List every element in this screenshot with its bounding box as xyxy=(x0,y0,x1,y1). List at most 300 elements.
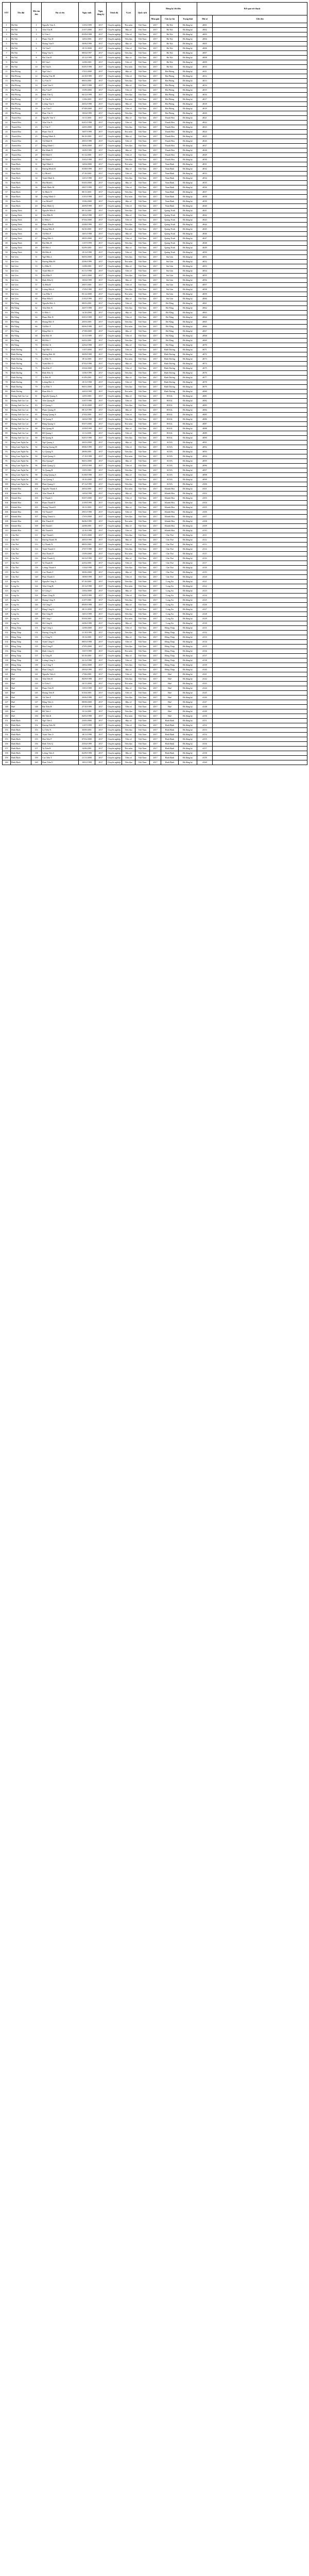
cell-status: Đã đăng ký xyxy=(179,260,197,264)
cell-nationality: Việt Nam xyxy=(135,635,150,640)
table-row xyxy=(3,580,307,584)
cell-note xyxy=(213,334,307,338)
cell-position: Tiền đạo xyxy=(122,255,135,260)
cell-team: Đà Nẵng xyxy=(11,329,31,334)
cell-nationality: Việt Nam xyxy=(135,450,150,454)
cell-name: Trần Văn B xyxy=(42,28,79,32)
cell-club: Thanh Hóa xyxy=(161,158,179,162)
cell-status: Đã đăng ký xyxy=(179,199,197,204)
cell-nationality: Việt Nam xyxy=(135,529,150,533)
cell-note xyxy=(213,223,307,227)
cell-reg-date: 2017 xyxy=(95,529,107,533)
table-row xyxy=(3,575,307,580)
cell-result-code: #072 xyxy=(197,352,213,357)
cell-club: Hà Nội xyxy=(161,28,179,32)
cell-result-code: #158 xyxy=(197,751,213,756)
cell-status: Đã đăng ký xyxy=(179,227,197,232)
cell-result-code: #153 xyxy=(197,728,213,733)
cell-club: Sài Gòn xyxy=(161,260,179,264)
cell-note xyxy=(213,37,307,42)
cell-code: 141 xyxy=(31,672,42,677)
cell-season: 2017 xyxy=(150,97,161,102)
cell-note xyxy=(213,79,307,83)
cell-result-code: #142 xyxy=(197,677,213,682)
cell-name: Cao Tiến T xyxy=(42,756,79,760)
cell-season: 2017 xyxy=(150,427,161,431)
cell-club: Thanh Hóa xyxy=(161,153,179,158)
cell-dob: 25/04/2000 xyxy=(79,366,95,371)
cell-name: Phan Tiến U xyxy=(42,760,79,765)
cell-name: Lê Công C xyxy=(42,589,79,594)
header-team: Tên đội xyxy=(11,3,31,23)
cell-position: Tiền vệ xyxy=(122,60,135,65)
cell-team: Đồng Tháp xyxy=(11,668,31,672)
cell-name: Lê Đức C xyxy=(42,311,79,315)
cell-season: 2017 xyxy=(150,93,161,97)
cell-code: 149 xyxy=(31,709,42,714)
cell-dob: 11/03/1999 xyxy=(79,23,95,28)
cell-status: Đã đăng ký xyxy=(179,311,197,315)
cell-club: Hà Nội xyxy=(161,51,179,56)
cell-nationality: Việt Nam xyxy=(135,250,150,255)
cell-stt: 33 xyxy=(3,172,11,176)
cell-status: Đã đăng ký xyxy=(179,459,197,464)
cell-stt: 79 xyxy=(3,385,11,389)
cell-nationality: Việt Nam xyxy=(135,654,150,658)
cell-position: Tiền vệ xyxy=(122,348,135,352)
cell-result-code: #086 xyxy=(197,417,213,422)
table-row xyxy=(3,93,307,97)
cell-dob: 03/05/2000 xyxy=(79,181,95,185)
cell-code: 27 xyxy=(31,144,42,148)
cell-position: Tiền đạo xyxy=(122,320,135,325)
cell-result-code: #132 xyxy=(197,631,213,635)
cell-team: Hoàng Anh Gia Lai xyxy=(11,417,31,422)
cell-season: 2017 xyxy=(150,23,161,28)
cell-result-code: #001 xyxy=(197,23,213,28)
cell-position: Tiền vệ xyxy=(122,575,135,580)
cell-result-code: #017 xyxy=(197,97,213,102)
cell-stt: 107 xyxy=(3,515,11,519)
cell-code: 88 xyxy=(31,427,42,431)
cell-position: Tiền đạo xyxy=(122,547,135,552)
cell-status: Đã đăng ký xyxy=(179,255,197,260)
cell-position: Tiền vệ xyxy=(122,46,135,51)
table-row xyxy=(3,621,307,626)
cell-name: Đinh Công Q xyxy=(42,649,79,654)
cell-position: Tiền vệ xyxy=(122,737,135,742)
cell-season: 2017 xyxy=(150,589,161,594)
table-row xyxy=(3,121,307,125)
table-row xyxy=(3,389,307,394)
cell-code: 48 xyxy=(31,241,42,246)
cell-note xyxy=(213,408,307,413)
cell-stt: 11 xyxy=(3,70,11,74)
cell-club: Quảng Ninh xyxy=(161,223,179,227)
cell-level: Chuyên nghiệp xyxy=(107,686,122,691)
cell-stt: 135 xyxy=(3,645,11,649)
cell-name: Tạ Công R xyxy=(42,654,79,658)
cell-season: 2017 xyxy=(150,529,161,533)
cell-note xyxy=(213,260,307,264)
cell-team: Bình Dương xyxy=(11,385,31,389)
cell-reg-date: 2017 xyxy=(95,700,107,705)
cell-team: Thanh Hóa xyxy=(11,139,31,144)
cell-dob: 07/12/1999 xyxy=(79,482,95,487)
cell-nationality: Việt Nam xyxy=(135,468,150,473)
cell-club: Bình Dương xyxy=(161,366,179,371)
cell-reg-date: 2017 xyxy=(95,325,107,329)
cell-reg-date: 2017 xyxy=(95,756,107,760)
cell-club: Bình Định xyxy=(161,760,179,765)
cell-note xyxy=(213,394,307,399)
cell-position: Tiền đạo xyxy=(122,176,135,181)
cell-team: Thanh Hóa xyxy=(11,116,31,121)
cell-name: Đinh Minh M xyxy=(42,185,79,190)
cell-club: Đồng Tháp xyxy=(161,631,179,635)
cell-name: Hoàng Đức E xyxy=(42,320,79,325)
cell-status: Đã đăng ký xyxy=(179,134,197,139)
cell-position: Tiền đạo xyxy=(122,580,135,584)
cell-result-code: #141 xyxy=(197,672,213,677)
cell-result-code: #048 xyxy=(197,241,213,246)
cell-name: Trịnh Hữu O xyxy=(42,269,79,274)
table-row xyxy=(3,116,307,121)
cell-code: 134 xyxy=(31,640,42,645)
cell-note xyxy=(213,338,307,343)
cell-result-code: #081 xyxy=(197,394,213,399)
cell-club: Hà Nội xyxy=(161,32,179,37)
cell-name: Đặng Công G xyxy=(42,607,79,612)
cell-status: Đã đăng ký xyxy=(179,598,197,603)
cell-dob: 02/01/1998 xyxy=(79,121,95,125)
table-row xyxy=(3,598,307,603)
cell-status: Đã đăng ký xyxy=(179,264,197,269)
cell-team: Khánh Hòa xyxy=(11,492,31,496)
cell-result-code: #035 xyxy=(197,181,213,185)
cell-name: Phạm Công D xyxy=(42,594,79,598)
cell-reg-date: 2017 xyxy=(95,283,107,287)
cell-code: 54 xyxy=(31,269,42,274)
cell-nationality: Việt Nam xyxy=(135,97,150,102)
cell-reg-date: 2017 xyxy=(95,672,107,677)
cell-name: Lê Hữu C xyxy=(42,218,79,223)
cell-club: Bình Dương xyxy=(161,371,179,376)
cell-dob: 07/10/2001 xyxy=(79,580,95,584)
cell-team: Cần Thơ xyxy=(11,556,31,561)
cell-position: Tiền đạo xyxy=(122,371,135,376)
cell-reg-date: 2017 xyxy=(95,482,107,487)
cell-reg-date: 2017 xyxy=(95,450,107,454)
cell-name: Đỗ Minh E xyxy=(42,153,79,158)
cell-code: 21 xyxy=(31,116,42,121)
cell-club: SLNA xyxy=(161,468,179,473)
cell-team: Sài Gòn xyxy=(11,283,31,287)
cell-reg-date: 2017 xyxy=(95,515,107,519)
cell-status: Đã đăng ký xyxy=(179,756,197,760)
cell-dob: 13/01/1999 xyxy=(79,686,95,691)
header-club: Câu lạc bộ xyxy=(161,15,179,23)
cell-level: Chuyên nghiệp xyxy=(107,612,122,617)
table-row xyxy=(3,343,307,348)
cell-result-code: #156 xyxy=(197,742,213,747)
cell-name: Nguyễn Hữu A xyxy=(42,209,79,213)
cell-level: Chuyên nghiệp xyxy=(107,181,122,185)
cell-note xyxy=(213,399,307,403)
cell-club: Huế xyxy=(161,691,179,696)
cell-team: Sài Gòn xyxy=(11,255,31,260)
cell-team: Sài Gòn xyxy=(11,269,31,274)
cell-name: Nguyễn Công A xyxy=(42,580,79,584)
cell-club: SLNA xyxy=(161,445,179,450)
cell-note xyxy=(213,603,307,607)
cell-note xyxy=(213,737,307,742)
cell-status: Đã đăng ký xyxy=(179,612,197,617)
cell-season: 2017 xyxy=(150,278,161,283)
cell-name: Cao Thanh T xyxy=(42,570,79,575)
cell-status: Đã đăng ký xyxy=(179,74,197,79)
cell-code: 90 xyxy=(31,436,42,440)
cell-dob: 27/07/1998 xyxy=(79,547,95,552)
cell-level: Chuyên nghiệp xyxy=(107,204,122,209)
cell-code: 73 xyxy=(31,357,42,362)
cell-stt: 64 xyxy=(3,315,11,320)
cell-team: Long An xyxy=(11,598,31,603)
cell-season: 2017 xyxy=(150,311,161,315)
cell-result-code: #056 xyxy=(197,278,213,283)
cell-name: Tạ Tiến R xyxy=(42,747,79,751)
cell-reg-date: 2017 xyxy=(95,260,107,264)
cell-note xyxy=(213,714,307,719)
cell-status: Đã đăng ký xyxy=(179,144,197,148)
cell-stt: 110 xyxy=(3,529,11,533)
cell-nationality: Việt Nam xyxy=(135,445,150,450)
table-row xyxy=(3,269,307,274)
cell-result-code: #071 xyxy=(197,348,213,352)
cell-position: Tiền đạo xyxy=(122,209,135,213)
cell-reg-date: 2017 xyxy=(95,760,107,765)
cell-position: Tiền vệ xyxy=(122,510,135,515)
cell-result-code: #011 xyxy=(197,70,213,74)
cell-note xyxy=(213,380,307,385)
cell-name: Nguyễn Quang A xyxy=(42,394,79,399)
cell-level: Chuyên nghiệp xyxy=(107,60,122,65)
cell-dob: 30/09/1999 xyxy=(79,352,95,357)
cell-reg-date: 2017 xyxy=(95,88,107,93)
cell-team: Nam Định xyxy=(11,195,31,199)
cell-reg-date: 2017 xyxy=(95,561,107,566)
cell-result-code: #160 xyxy=(197,760,213,765)
cell-status: Đã đăng ký xyxy=(179,158,197,162)
table-row xyxy=(3,148,307,153)
cell-result-code: #023 xyxy=(197,125,213,130)
cell-reg-date: 2017 xyxy=(95,617,107,621)
table-row xyxy=(3,631,307,635)
cell-dob: 24/03/1999 xyxy=(79,389,95,394)
cell-code: 59 xyxy=(31,292,42,297)
cell-position: Tiền đạo xyxy=(122,436,135,440)
cell-code: 106 xyxy=(31,510,42,515)
cell-code: 105 xyxy=(31,505,42,510)
cell-reg-date: 2017 xyxy=(95,575,107,580)
cell-code: 156 xyxy=(31,742,42,747)
cell-status: Đã đăng ký xyxy=(179,468,197,473)
cell-reg-date: 2017 xyxy=(95,185,107,190)
cell-stt: 84 xyxy=(3,408,11,413)
cell-stt: 7 xyxy=(3,51,11,56)
cell-reg-date: 2017 xyxy=(95,556,107,561)
cell-name: Trịnh Công O xyxy=(42,640,79,645)
cell-level: Chuyên nghiệp xyxy=(107,682,122,686)
cell-club: Bình Dương xyxy=(161,385,179,389)
cell-season: 2017 xyxy=(150,338,161,343)
cell-club: HAGL xyxy=(161,403,179,408)
table-row xyxy=(3,519,307,524)
cell-position: Hậu vệ xyxy=(122,28,135,32)
cell-result-code: #055 xyxy=(197,274,213,278)
cell-name: Trịnh Minh K xyxy=(42,176,79,181)
cell-name: Trịnh Thanh O xyxy=(42,547,79,552)
cell-code: 137 xyxy=(31,654,42,658)
table-row xyxy=(3,190,307,195)
cell-season: 2017 xyxy=(150,733,161,737)
cell-status: Đã đăng ký xyxy=(179,556,197,561)
cell-position: Tiền đạo xyxy=(122,51,135,56)
cell-level: Chuyên nghiệp xyxy=(107,445,122,450)
cell-dob: 11/11/2001 xyxy=(79,431,95,436)
cell-result-code: #134 xyxy=(197,640,213,645)
cell-nationality: Việt Nam xyxy=(135,649,150,654)
cell-note xyxy=(213,246,307,250)
cell-level: Chuyên nghiệp xyxy=(107,376,122,380)
cell-stt: 76 xyxy=(3,371,11,376)
cell-level: Chuyên nghiệp xyxy=(107,130,122,134)
cell-team: Bình Dương xyxy=(11,376,31,380)
cell-status: Đã đăng ký xyxy=(179,46,197,51)
cell-season: 2017 xyxy=(150,399,161,403)
cell-name: Vũ Hữu F xyxy=(42,232,79,236)
table-row xyxy=(3,371,307,376)
cell-stt: 136 xyxy=(3,649,11,654)
cell-code: 38 xyxy=(31,195,42,199)
cell-team: Sông Lam Nghệ An xyxy=(11,445,31,450)
cell-level: Chuyên nghiệp xyxy=(107,357,122,362)
cell-status: Đã đăng ký xyxy=(179,417,197,422)
cell-position: Hậu vệ xyxy=(122,589,135,594)
cell-club: Hà Nội xyxy=(161,46,179,51)
cell-club: SLNA xyxy=(161,482,179,487)
cell-dob: 26/02/2001 xyxy=(79,487,95,492)
cell-status: Đã đăng ký xyxy=(179,464,197,468)
cell-team: Bình Dương xyxy=(11,348,31,352)
cell-result-code: #053 xyxy=(197,264,213,269)
cell-reg-date: 2017 xyxy=(95,287,107,292)
table-row xyxy=(3,552,307,556)
cell-reg-date: 2017 xyxy=(95,93,107,97)
cell-code: 126 xyxy=(31,603,42,607)
cell-code: 40 xyxy=(31,204,42,209)
cell-nationality: Việt Nam xyxy=(135,325,150,329)
cell-position: Tiền đạo xyxy=(122,450,135,454)
cell-code: 49 xyxy=(31,246,42,250)
cell-nationality: Việt Nam xyxy=(135,431,150,436)
cell-reg-date: 2017 xyxy=(95,385,107,389)
cell-team: Huế xyxy=(11,714,31,719)
cell-season: 2017 xyxy=(150,403,161,408)
cell-reg-date: 2017 xyxy=(95,607,107,612)
cell-note xyxy=(213,241,307,246)
cell-status: Đã đăng ký xyxy=(179,529,197,533)
cell-season: 2017 xyxy=(150,524,161,529)
cell-name: Phạm Văn D xyxy=(42,37,79,42)
cell-reg-date: 2017 xyxy=(95,640,107,645)
cell-result-code: #093 xyxy=(197,450,213,454)
cell-position: Hậu vệ xyxy=(122,635,135,640)
cell-position: Hậu vệ xyxy=(122,505,135,510)
table-row xyxy=(3,436,307,440)
cell-dob: 18/12/2001 xyxy=(79,357,95,362)
cell-result-code: #159 xyxy=(197,756,213,760)
cell-nationality: Việt Nam xyxy=(135,148,150,153)
cell-position: Thủ môn xyxy=(122,584,135,589)
cell-position: Hậu vệ xyxy=(122,524,135,529)
table-row xyxy=(3,297,307,301)
cell-code: 123 xyxy=(31,589,42,594)
cell-team: Hải Phòng xyxy=(11,111,31,116)
cell-result-code: #109 xyxy=(197,524,213,529)
cell-level: Chuyên nghiệp xyxy=(107,668,122,672)
cell-name: Bùi Công H xyxy=(42,612,79,617)
cell-season: 2017 xyxy=(150,83,161,88)
cell-level: Chuyên nghiệp xyxy=(107,190,122,195)
cell-reg-date: 2017 xyxy=(95,440,107,445)
cell-reg-date: 2017 xyxy=(95,134,107,139)
cell-team: Đà Nẵng xyxy=(11,343,31,348)
cell-team: Bình Dương xyxy=(11,362,31,366)
cell-nationality: Việt Nam xyxy=(135,645,150,649)
cell-reg-date: 2017 xyxy=(95,130,107,134)
cell-level: Chuyên nghiệp xyxy=(107,139,122,144)
cell-note xyxy=(213,431,307,436)
cell-reg-date: 2017 xyxy=(95,23,107,28)
table-row xyxy=(3,107,307,111)
cell-team: Đà Nẵng xyxy=(11,338,31,343)
table-row xyxy=(3,394,307,399)
cell-team: Hà Nội xyxy=(11,65,31,70)
cell-result-code: #012 xyxy=(197,74,213,79)
cell-dob: 28/11/2000 xyxy=(79,607,95,612)
cell-name: Phan Minh Q xyxy=(42,204,79,209)
cell-level: Chuyên nghiệp xyxy=(107,654,122,658)
cell-position: Hậu vệ xyxy=(122,538,135,543)
cell-dob: 10/11/2001 xyxy=(79,505,95,510)
cell-name: Phạm Quang D xyxy=(42,408,79,413)
cell-reg-date: 2017 xyxy=(95,167,107,172)
cell-club: Quảng Ninh xyxy=(161,241,179,246)
cell-stt: 58 xyxy=(3,287,11,292)
cell-name: Vũ Quang F xyxy=(42,417,79,422)
cell-level: Chuyên nghiệp xyxy=(107,700,122,705)
cell-position: Tiền vệ xyxy=(122,172,135,176)
cell-season: 2017 xyxy=(150,580,161,584)
cell-position: Hậu vệ xyxy=(122,376,135,380)
cell-reg-date: 2017 xyxy=(95,111,107,116)
cell-status: Đã đăng ký xyxy=(179,306,197,311)
cell-result-code: #138 xyxy=(197,658,213,663)
cell-nationality: Việt Nam xyxy=(135,436,150,440)
cell-name: Trần Văn X xyxy=(42,121,79,125)
cell-note xyxy=(213,97,307,102)
